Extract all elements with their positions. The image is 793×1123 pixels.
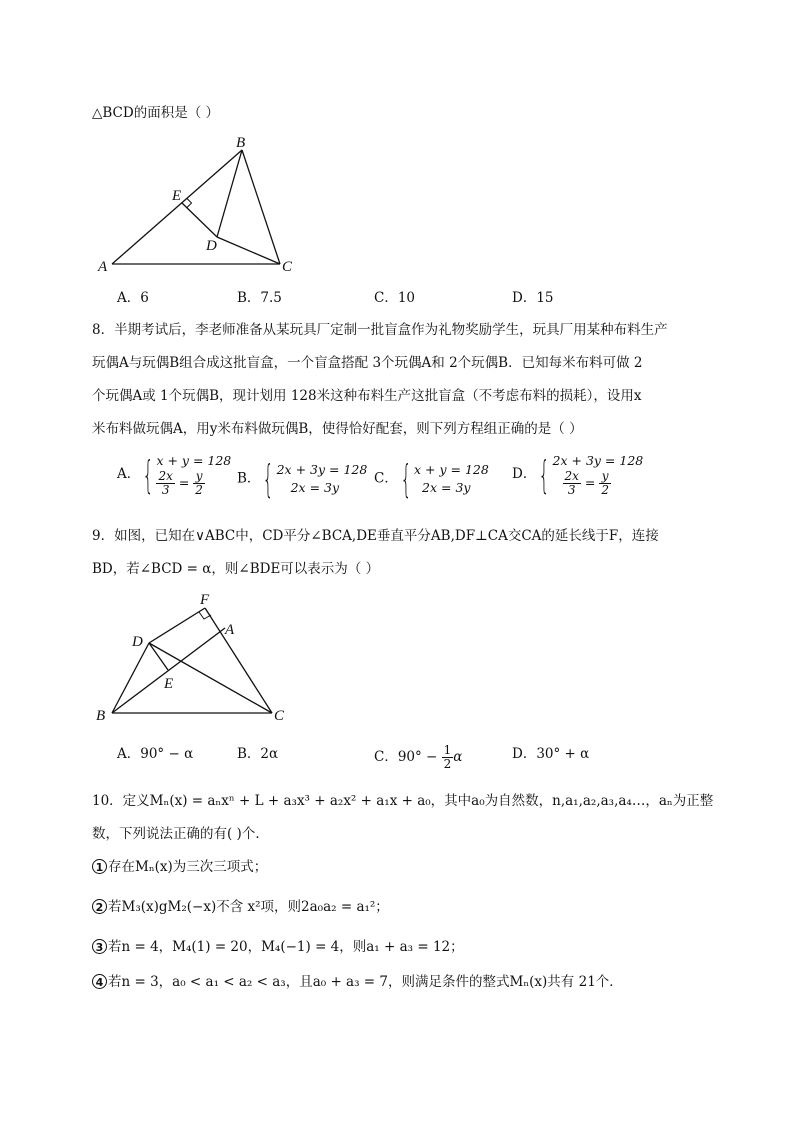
q8-option-b[interactable]: B．{ 2x + 3y = 128 2x = 3y — [237, 457, 368, 501]
fig2-label-f: F — [200, 592, 210, 608]
q10-statement-1: 1 存在Mₙ(x)为三次三项式； — [92, 857, 267, 877]
statement-number-2: 2 — [92, 899, 107, 914]
q9-option-b[interactable]: B．2α — [237, 746, 279, 762]
q7-option-b[interactable]: B．7.5 — [237, 290, 282, 306]
q8-option-d[interactable]: D．{ 2x + 3y = 128 $\frac{2x}{3}$ = $\frac{y}{2}$ — [512, 452, 644, 497]
fig1-label-a: A — [98, 259, 108, 275]
q8-option-a[interactable]: A．{ x + y = 128 $\frac{2x}{3}$ = $\frac{y}{2}$ — [117, 452, 232, 497]
fig2-label-a: A — [225, 622, 235, 638]
q7-option-a[interactable]: A．6 — [117, 290, 149, 306]
fig2-label-d: D — [132, 634, 143, 650]
q7-option-c[interactable]: C．10 — [374, 290, 416, 306]
q10-statement-4: 4 若n = 3，a₀ < a₁ < a₂ < a₃，且a₀ + a₃ = 7，则满足条件的整式Mₙ(x)共有 21个． — [92, 972, 623, 992]
q9-option-d[interactable]: D．30° + α — [512, 746, 590, 762]
triangle-figure-2 — [92, 588, 302, 728]
fig2-label-c: C — [274, 708, 285, 724]
fig1-label-e: E — [172, 188, 182, 204]
q10-statement-3: 3 若n = 4，M₄(1) = 20，M₄(−1) = 4，则a₁ + a₃ = 12； — [92, 937, 464, 957]
triangle-figure-1 — [90, 132, 310, 277]
statement-number-4: 4 — [92, 974, 107, 989]
fig2-label-b: B — [96, 708, 106, 724]
q8-line-2: 玩偶A与玩偶B组合成这批盲盒，一个盲盒搭配 3个玩偶A和 2个玩偶B．已知每米布料可做 2 — [92, 355, 643, 371]
q10-statement-2: 2 若M₃(x)gM₂(−x)不含 x²项，则2a₀a₂ = a₁²； — [92, 897, 389, 917]
statement-number-3: 3 — [92, 939, 107, 954]
q10-line-1: 10．定义Mₙ(x) = aₙxⁿ + L + a₃x³ + a₂x² + a₁x + a₀，其中a₀为自然数，n,a₁,a₂,a₃,a₄…，aₙ为正整 — [92, 793, 714, 809]
fig1-label-c: C — [282, 259, 293, 275]
fig1-label-d: D — [206, 238, 217, 254]
q9-option-c[interactable]: C．90° − $\frac{1}{2}$ α — [374, 743, 463, 771]
q10-line-2: 数，下列说法正确的有( )个． — [92, 826, 269, 842]
q8-line-3: 个玩偶A或 1个玩偶B，现计划用 128米这种布料生产这批盲盒（不考虑布料的损耗），设用x — [92, 388, 642, 404]
q9-option-a[interactable]: A．90° − α — [117, 746, 194, 762]
q9-line-1: 9．如图，已知在∨ABC中，CD平分∠BCA,DE垂直平分AB,DF⊥CA交CA的延长线于F，连接 — [92, 528, 659, 544]
q7-option-d[interactable]: D．15 — [512, 290, 554, 306]
q9-line-2: BD，若∠BCD = α，则∠BDE可以表示为（ ） — [92, 561, 380, 577]
fig1-label-b: B — [236, 135, 246, 151]
q8-line-4: 米布料做玩偶A，用y米布料做玩偶B，使得恰好配套，则下列方程组正确的是（ ） — [92, 421, 583, 437]
q7-tail-text: △BCD的面积是（ ） — [92, 105, 219, 121]
statement-number-1: 1 — [92, 859, 107, 874]
q8-line-1: 8．半期考试后，李老师准备从某玩具厂定制一批盲盒作为礼物奖励学生，玩具厂用某种布料生产 — [92, 322, 668, 338]
fig2-label-e: E — [164, 676, 174, 692]
q8-option-c[interactable]: C．{ x + y = 128 2x = 3y — [374, 457, 489, 501]
